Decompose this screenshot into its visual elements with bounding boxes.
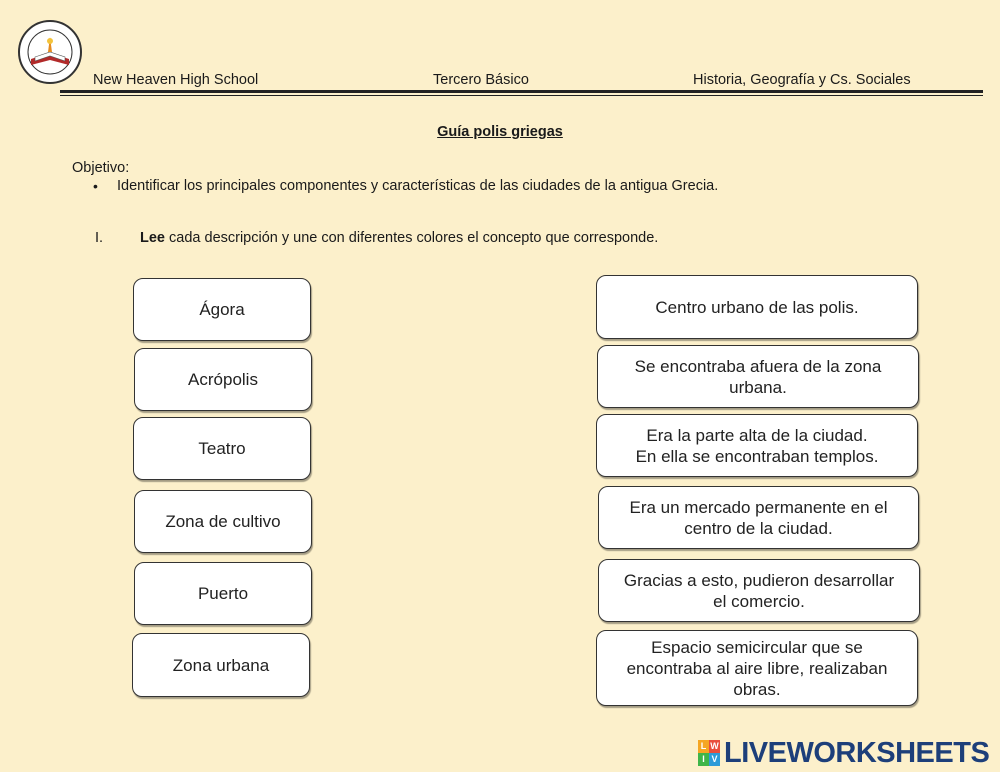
concept-card-teatro[interactable]: Teatro bbox=[133, 417, 311, 480]
liveworksheets-logo bbox=[698, 736, 989, 770]
description-card-4[interactable]: Era un mercado permanente en el centro de la ciudad. bbox=[598, 486, 919, 549]
mark-letter-i: I bbox=[698, 753, 709, 766]
description-card-3[interactable]: Era la parte alta de la ciudad. En ella se encontraban templos. bbox=[596, 414, 918, 477]
concept-card-zona-cultivo[interactable]: Zona de cultivo bbox=[134, 490, 312, 553]
liveworksheets-mark-icon bbox=[698, 740, 720, 766]
concept-card-acropolis[interactable]: Acrópolis bbox=[134, 348, 312, 411]
header-divider bbox=[60, 90, 983, 93]
mark-letter-v: V bbox=[709, 753, 720, 766]
school-crest-icon bbox=[17, 19, 83, 85]
description-card-1[interactable]: Centro urbano de las polis. bbox=[596, 275, 918, 339]
instruction bbox=[140, 230, 658, 246]
page-title: Guía polis griegas bbox=[437, 124, 563, 140]
instruction-number: I. bbox=[95, 230, 104, 246]
instruction-bold: Lee bbox=[140, 230, 165, 246]
description-card-2[interactable]: Se encontraba afuera de la zona urbana. bbox=[597, 345, 919, 408]
concept-card-puerto[interactable]: Puerto bbox=[134, 562, 312, 625]
header-subject: Historia, Geografía y Cs. Sociales bbox=[693, 72, 911, 88]
bullet-icon: • bbox=[93, 178, 98, 194]
description-card-6[interactable]: Espacio semicircular que se encontraba al aire libre, realizaban obras. bbox=[596, 630, 918, 706]
header-school: New Heaven High School bbox=[93, 72, 259, 88]
instruction-text: cada descripción y une con diferentes colores el concepto que corresponde. bbox=[165, 230, 659, 246]
concept-card-zona-urbana[interactable]: Zona urbana bbox=[132, 633, 310, 697]
objective-item: Identificar los principales componentes y características de las ciudades de la antigua Grecia. bbox=[117, 178, 719, 194]
header-grade: Tercero Básico bbox=[433, 72, 529, 88]
description-card-5[interactable]: Gracias a esto, pudieron desarrollar el comercio. bbox=[598, 559, 920, 622]
objective-label: Objetivo: bbox=[72, 160, 130, 176]
liveworksheets-brand: LIVEWORKSHEETS bbox=[724, 736, 990, 769]
concept-card-agora[interactable]: Ágora bbox=[133, 278, 311, 341]
header-divider-thin bbox=[60, 95, 983, 96]
mark-letter-w: W bbox=[710, 741, 719, 751]
mark-letter-l: L bbox=[698, 740, 709, 753]
